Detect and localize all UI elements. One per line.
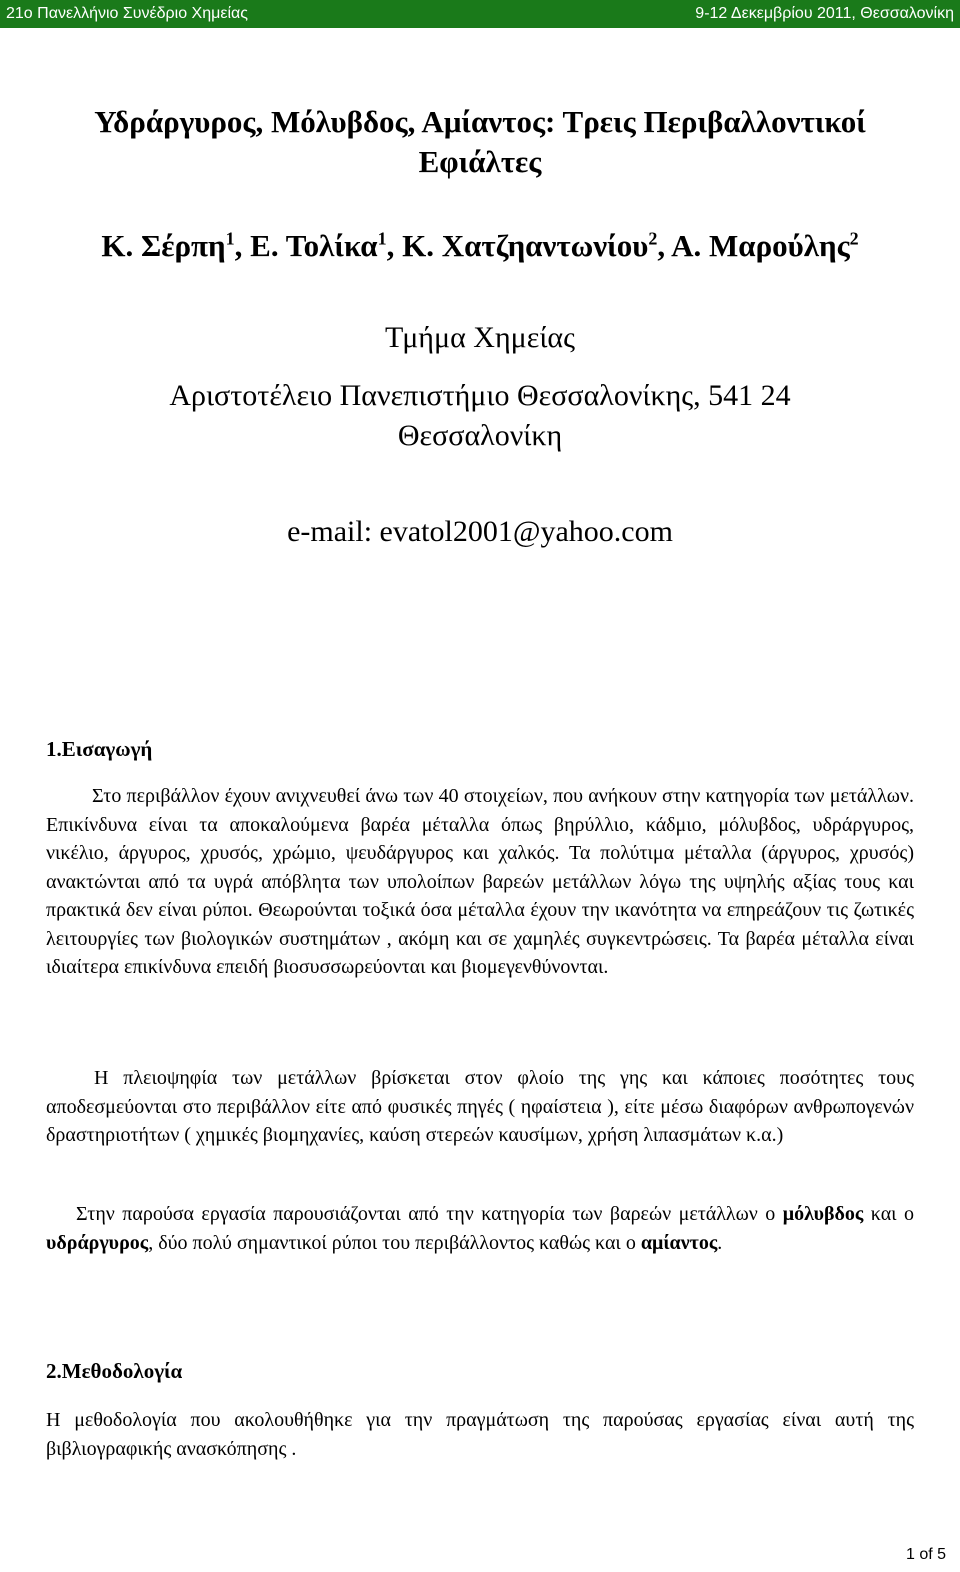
author-name: Κ. Σέρπη [101, 228, 226, 263]
author-name: , Κ. Χατζηαντωνίου [386, 228, 649, 263]
university: Αριστοτέλειο Πανεπιστήμιο Θεσσαλονίκης, 541 24 [169, 379, 791, 412]
author-name: , Α. Μαρούλης [657, 228, 850, 263]
paragraph: Η μεθοδολογία που ακολουθήθηκε για την πραγμάτωση της παρούσας εργασίας είναι αυτή της βιβλιογραφικής ανασκόπησης . [46, 1409, 914, 1460]
paragraph-text: και ο [863, 1203, 915, 1225]
affiliation-mark: 1 [377, 228, 387, 249]
paper-title [0, 102, 960, 182]
paper-title-line: Εφιάλτες [418, 144, 542, 179]
paragraph [46, 1200, 914, 1257]
section-heading-introduction: 1.Εισαγωγή [46, 737, 153, 761]
conference-name: 21ο Πανελλήνιο Συνέδριο Χημείας [6, 5, 248, 22]
department: Τμήμα Χημείας [385, 321, 575, 354]
paper-title-line: Υδράργυρος, Μόλυβδος, Αμίαντος: Τρεις Περιβαλλοντικοί [94, 104, 866, 139]
paragraph-text: , δύο πολύ σημαντικοί ρύποι του περιβάλλοντος καθώς και ο [148, 1231, 641, 1254]
page-header [0, 0, 960, 28]
paragraph: Στο περιβάλλον έχουν ανιχνευθεί άνω των 40 στοιχείων, που ανήκουν στην κατηγορία των μετάλλων. Επικίνδυνα είναι τα αποκαλούμενα βαρέα μέταλλα όπως βηρύλλιο, κάδμιο, μόλυβδος, υδράργυρος, νικέλιο, άργυρος, χρυσός, χρώμιο, ψευδάργυρος και χαλκός. Τα πολύτιμα μέταλλα (άργυρος, χρυσός) ανακτώνται από τα υγρά απόβλητα των υπολοίπων βαρεών μετάλλων λόγω της υψηλής αξίας τους και πρακτικά δεν είναι ρύποι. Θεωρούνται τοξικά όσα μέταλλα έχουν την ικανότητα να επηρεάζουν τις ζωτικές λειτουργίες των βιολογικών συστημάτων , ακόμη και σε χαμηλές συγκεντρώσεις. Τα βαρέα μέταλλα είναι ιδιαίτερα επικίνδυνα επειδή βιοσυσσωρεύονται και βιομεγενθύνονται. [46, 785, 914, 978]
bold-term: μόλυβδος [782, 1203, 864, 1225]
paragraph-text: . [717, 1231, 723, 1254]
author-list [0, 226, 960, 266]
affiliation-mark: 1 [225, 228, 235, 249]
bold-term: υδράργυρος [46, 1231, 149, 1254]
section-heading-methodology: 2.Μεθοδολογία [46, 1359, 183, 1383]
conference-date: 9-12 Δεκεμβρίου 2011, Θεσσαλονίκη [695, 5, 954, 22]
affiliation-mark: 2 [648, 228, 658, 249]
contact-email: e-mail: evatol2001@yahoo.com [287, 515, 673, 548]
city: Θεσσαλονίκη [397, 419, 563, 452]
bold-term: αμίαντος [640, 1231, 718, 1254]
author-name: , Ε. Τολίκα [234, 228, 378, 263]
paragraph-text: Στην παρούσα εργασία παρουσιάζονται από την κατηγορία των βαρεών μετάλλων ο [76, 1203, 783, 1225]
affiliation-mark: 2 [849, 228, 859, 249]
page-number: 1 of 5 [905, 1546, 946, 1563]
paragraph: Η πλειοψηφία των μετάλλων βρίσκεται στον φλοίο της γης και κάποιες ποσότητες τους αποδεσμεύονται στο περιβάλλον είτε από φυσικές πηγές ( ηφαίστεια ), είτε μέσω διαφόρων ανθρωπογενών δραστηριοτήτων ( χημικές βιομηχανίες, καύση στερεών καυσίμων, χρήση λιπασμάτων κ.α.) [46, 1067, 914, 1146]
